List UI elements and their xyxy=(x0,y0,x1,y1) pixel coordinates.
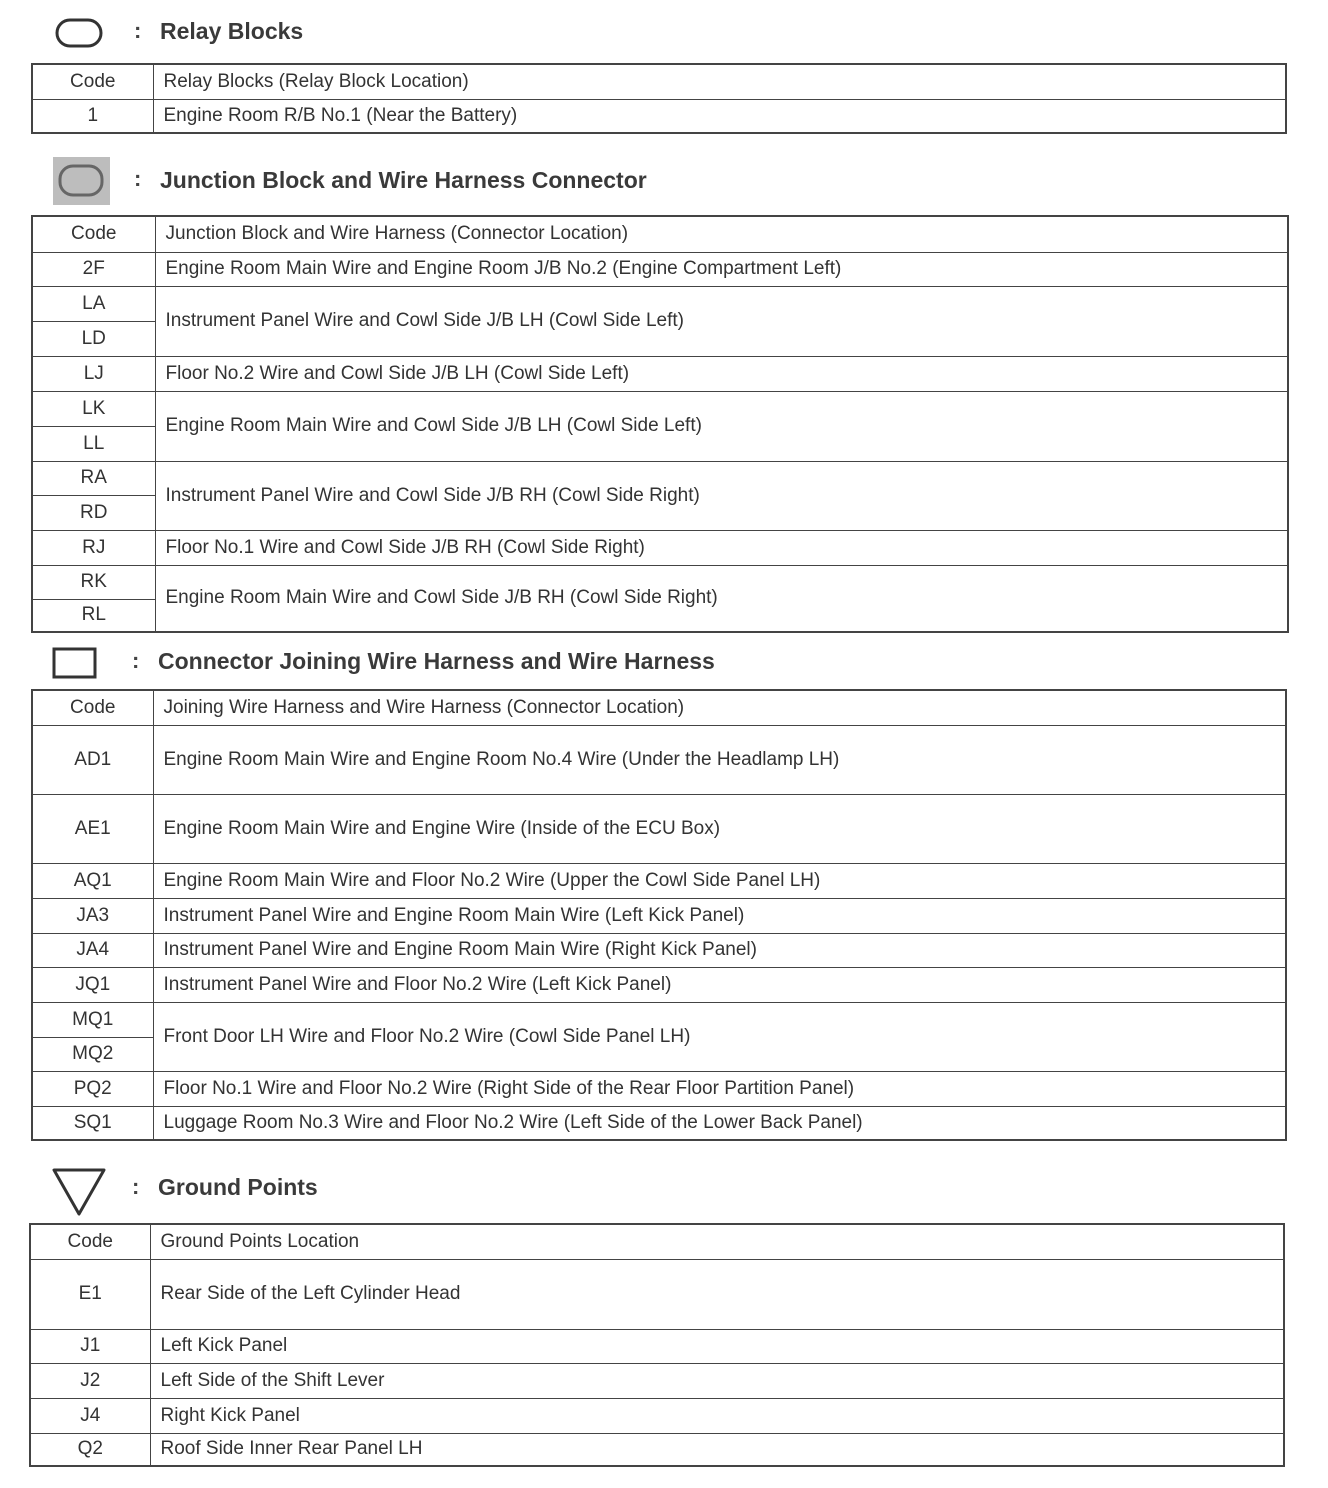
code-header: Code xyxy=(32,690,153,725)
code-header: Code xyxy=(32,216,155,252)
shaded-rounded-rectangle-icon xyxy=(52,156,112,208)
heading-colon: : xyxy=(132,648,140,673)
code-cell: PQ2 xyxy=(32,1071,153,1106)
description-cell: Engine Room Main Wire and Cowl Side J/B LH (Cowl Side Left) xyxy=(155,391,1288,461)
code-cell: RD xyxy=(32,495,155,530)
description-cell: Engine Room Main Wire and Engine Room J/B No.2 (Engine Compartment Left) xyxy=(155,252,1288,286)
table-row xyxy=(32,530,1288,565)
description-cell: Engine Room Main Wire and Floor No.2 Wire (Upper the Cowl Side Panel LH) xyxy=(153,863,1286,898)
description-cell: Engine Room Main Wire and Cowl Side J/B RH (Cowl Side Right) xyxy=(155,565,1288,632)
code-cell: RL xyxy=(32,599,155,632)
location-header: Relay Blocks (Relay Block Location) xyxy=(153,64,1286,99)
table-header-row xyxy=(30,1224,1284,1259)
description-cell: Front Door LH Wire and Floor No.2 Wire (Cowl Side Panel LH) xyxy=(153,1002,1286,1071)
code-cell: MQ1 xyxy=(32,1002,153,1037)
section-title: Junction Block and Wire Harness Connector xyxy=(160,167,647,193)
code-cell: LK xyxy=(32,391,155,426)
code-cell: 2F xyxy=(32,252,155,286)
code-cell: JQ1 xyxy=(32,967,153,1002)
rounded-rectangle-icon xyxy=(54,17,106,51)
triangle-down-icon xyxy=(50,1164,110,1222)
description-cell: Instrument Panel Wire and Engine Room Main Wire (Left Kick Panel) xyxy=(153,898,1286,933)
table-row xyxy=(32,898,1286,933)
description-cell: Engine Room Main Wire and Engine Wire (Inside of the ECU Box) xyxy=(153,794,1286,863)
code-cell: E1 xyxy=(30,1259,150,1329)
heading-colon: : xyxy=(134,166,142,191)
description-cell: Floor No.1 Wire and Cowl Side J/B RH (Cowl Side Right) xyxy=(155,530,1288,565)
code-header: Code xyxy=(30,1224,150,1259)
table-row xyxy=(32,252,1288,286)
table-row xyxy=(32,1071,1286,1106)
location-header: Joining Wire Harness and Wire Harness (Connector Location) xyxy=(153,690,1286,725)
code-cell: LJ xyxy=(32,356,155,391)
connector-joining-heading xyxy=(0,640,1328,684)
location-header: Ground Points Location xyxy=(150,1224,1284,1259)
description-cell: Right Kick Panel xyxy=(150,1398,1284,1433)
code-cell: Q2 xyxy=(30,1433,150,1466)
description-cell: Instrument Panel Wire and Cowl Side J/B RH (Cowl Side Right) xyxy=(155,461,1288,530)
code-cell: LA xyxy=(32,286,155,321)
section-title: Ground Points xyxy=(158,1174,318,1200)
description-cell: Instrument Panel Wire and Cowl Side J/B LH (Cowl Side Left) xyxy=(155,286,1288,356)
ground-points-heading xyxy=(0,1160,1328,1204)
description-cell: Floor No.2 Wire and Cowl Side J/B LH (Cowl Side Left) xyxy=(155,356,1288,391)
description-cell: Left Side of the Shift Lever xyxy=(150,1363,1284,1398)
table-row xyxy=(30,1259,1284,1329)
table-row xyxy=(32,1106,1286,1140)
rectangle-icon xyxy=(52,647,98,681)
code-cell: LL xyxy=(32,426,155,461)
heading-colon: : xyxy=(134,18,142,43)
table-row xyxy=(32,391,1288,426)
table-row xyxy=(30,1433,1284,1466)
ground-points-table xyxy=(29,1223,1285,1467)
description-cell: Engine Room R/B No.1 (Near the Battery) xyxy=(153,99,1286,133)
section-title: Relay Blocks xyxy=(160,18,304,44)
table-row xyxy=(30,1329,1284,1363)
description-cell: Instrument Panel Wire and Floor No.2 Wire (Left Kick Panel) xyxy=(153,967,1286,1002)
table-row xyxy=(32,1002,1286,1037)
code-header: Code xyxy=(32,64,153,99)
table-row xyxy=(32,565,1288,599)
description-cell: Instrument Panel Wire and Engine Room Main Wire (Right Kick Panel) xyxy=(153,933,1286,967)
location-header: Junction Block and Wire Harness (Connector Location) xyxy=(155,216,1288,252)
code-cell: AE1 xyxy=(32,794,153,863)
code-cell: MQ2 xyxy=(32,1037,153,1071)
table-row xyxy=(32,933,1286,967)
table-header-row xyxy=(32,64,1286,99)
relay-blocks-table xyxy=(31,63,1287,134)
table-row xyxy=(32,461,1288,495)
heading-colon: : xyxy=(132,1174,140,1199)
code-cell: AQ1 xyxy=(32,863,153,898)
code-cell: JA4 xyxy=(32,933,153,967)
junction-block-heading xyxy=(0,156,1328,200)
description-cell: Engine Room Main Wire and Engine Room No.4 Wire (Under the Headlamp LH) xyxy=(153,725,1286,794)
description-cell: Rear Side of the Left Cylinder Head xyxy=(150,1259,1284,1329)
junction-block-table xyxy=(31,215,1289,633)
table-row xyxy=(32,967,1286,1002)
table-row xyxy=(32,863,1286,898)
table-header-row xyxy=(32,690,1286,725)
description-cell: Floor No.1 Wire and Floor No.2 Wire (Right Side of the Rear Floor Partition Panel) xyxy=(153,1071,1286,1106)
code-cell: 1 xyxy=(32,99,153,133)
code-cell: SQ1 xyxy=(32,1106,153,1140)
table-row xyxy=(30,1398,1284,1433)
table-header-row xyxy=(32,216,1288,252)
code-cell: LD xyxy=(32,321,155,356)
connector-joining-table xyxy=(31,689,1287,1141)
code-cell: J1 xyxy=(30,1329,150,1363)
table-row xyxy=(32,356,1288,391)
table-row xyxy=(32,99,1286,133)
table-row xyxy=(32,794,1286,863)
code-cell: J2 xyxy=(30,1363,150,1398)
table-row xyxy=(30,1363,1284,1398)
section-title: Connector Joining Wire Harness and Wire Harness xyxy=(158,648,715,674)
code-cell: RA xyxy=(32,461,155,495)
code-cell: AD1 xyxy=(32,725,153,794)
code-cell: J4 xyxy=(30,1398,150,1433)
code-cell: JA3 xyxy=(32,898,153,933)
table-row xyxy=(32,286,1288,321)
code-cell: RK xyxy=(32,565,155,599)
description-cell: Left Kick Panel xyxy=(150,1329,1284,1363)
code-cell: RJ xyxy=(32,530,155,565)
table-row xyxy=(32,725,1286,794)
relay-blocks-heading xyxy=(0,10,1328,54)
description-cell: Roof Side Inner Rear Panel LH xyxy=(150,1433,1284,1466)
description-cell: Luggage Room No.3 Wire and Floor No.2 Wire (Left Side of the Lower Back Panel) xyxy=(153,1106,1286,1140)
